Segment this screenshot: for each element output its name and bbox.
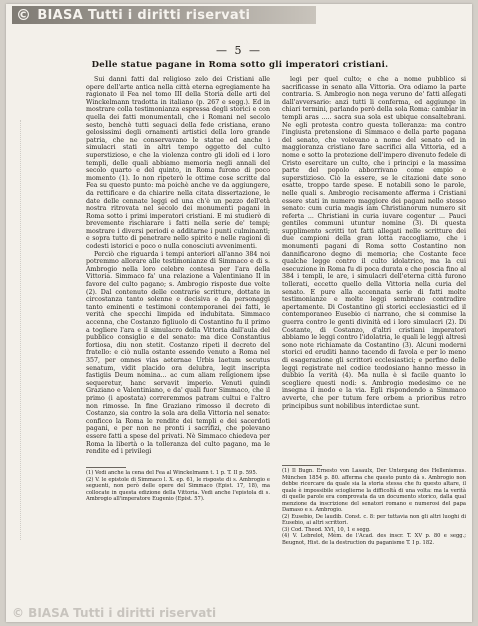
footnote: (2) V. le epistole di Simmaco l. X. ep. 61, le risposte di s. Ambrogio e seguenti, non però delle opere del Simmaco (Epist. 17, 18), ma collocate in questa edizione della Vittoria. Vedi anche l'epistola di s. Ambrogio all'imperatore Eugenio (Epist. 57). xyxy=(86,476,270,502)
footnote-divider xyxy=(282,465,322,466)
right-footnotes xyxy=(282,468,466,546)
paragraph: Perciò che riguarda i tempi anteriori all'anno 384 noi potremmo allorare alle testimonianze di Simmaco e di s. Ambrogio nella loro celebre contesa per l'ara della Vittoria. Simmaco fa' una relazione a Valentiniano II in favore del culto pagano; s. Ambrogio risposte due volte (2). Dal contenuto delle contrarie scritture, dottate in circostanza tanto solenne e decisiva e da personaggi tanto eminenti e testimoni contemporanei dei fatti, le verità che specchi limpida ed indubitata. Simmaco accenna, che Costanzo figliuolo di Costantino fu il primo a togliere l'ara e il simulacro della Vittoria dall'aula del pubblico consiglio e del senato: ma dice Constantius fortiosa, diu non stetit. Costanzo ripeti il decreto del fratello: e ciò nulla ostante essendo venuto a Roma nel 357, per omnes vias aeternae Urbis laetum secutus senatum, vidit placido ora delubra, legit inscripta fastigiis Deum nomina... ac cum aliam religionem ipse sequeretur, hanc servavit imperio. Venuti quindi Graziano e Valentiniano, e da' quali fuor Simmaco, che il primo (i apostata) correremmos patram cultui e l'altro non rimosse. In fine Graziano rimosso il decreto di Costanzo, sia contro la sola ara della Vittoria nel senato: conficco la Roma le rendite dei templi e dei sacerdoti pagani, e per non ne pronti i sacrifizi, che polevano essere fatti a spese del privati. Nè Simmaco chiedeva per Roma la libertà o la tolleranza del culto pagano, ma le rendite ed i privilegi xyxy=(86,250,270,456)
footnote: (1) Il Bugn. Ernesto von Lasaulx, Der Untergang des Hellenismus. München 1854 p. 80. afferma che questo punto dà s. Ambrogio non debbe ricercare da quale sia la storia stessa che fu questo altare, il quale è impossibile scioglierne la difficoltà di una volta: ma la verità di quelle parole era comprovata da un documento storico, dalla qual menzione da inscrizione del senatori romano e numerosi del papa Damaso e s. Ambrogio. xyxy=(282,468,466,513)
footnote: (4) V. Lebrelot, Mém. de l'Acad. des inscr. T. XV p. 80 e segg.; Beugnot, Hist. de la destruction du paganisme T. I p. 182. xyxy=(282,533,466,546)
left-footnotes xyxy=(86,470,270,503)
page-number: — 5 — xyxy=(216,44,262,57)
copyright-banner xyxy=(12,6,316,24)
left-column xyxy=(86,76,270,464)
watermark-text: © BIASA Tutti i diritti riservati xyxy=(12,606,217,620)
right-column xyxy=(282,76,466,462)
article-title: Delle statue pagane in Roma sotto gli imperatori cristiani. xyxy=(91,60,389,70)
footnote: (3) Cod. Theod. XVI, 10, 1 e segg. xyxy=(282,526,371,533)
copyright-text: BIASA Tutti i diritti riservati xyxy=(37,7,251,23)
paragraph: legi per quel culto; e che a nome pubblico si sacrificasse in senato alla Vittoria. Ora odiamo la parte contraria. S. Ambrogio non nega veruno de' fatti allegati dall'avversario: anzi tutti li conferma, ed aggiunge in chiari termini, parlando però della sola Roma: cambiar in templi aras ..... sacra sua sola est ubique consaltebrani. Ne egli protesta contro questa tolleranza: ma contro l'ingiusta pretensione di Simmaco e della parte pagana del senato, che volevano a nome del senato ed in maggioranza cristiano fare sacrifici alla Vittoria, ed a nome e sotto la protezione dell'impero divenuto fedele di Cristo esercitare un culto, che i principi e la massima parte del popolo abborrivano come empio e superstizioso. Ciò la essere, se le citazioni date sono esatte, troppo tarde spese. E notabili sono le parole, nelle quali s. Ambrogio recisamente afferma i Cristiani essere stati in numero maggiore dei pagani nello stesso senato: cum curia magis iam Christianorum numero sit referta ... Christiani in curia iuvare cogentur ... Pauci gentiles communi utuntur nomine (3). Di questa supplimento scritti tot fatti allegati nelle scritture dei due campioni della gran lotta raccogliamo, che i monumenti pagani di Roma sotto Costantino non dannificarono degno di memoria; che Costante fece qualche legge contro il culto idolatrico, ma la cui esecuzione in Roma fu di poca durata e che poscia fino al 384 i templi, le are, i simulacri dell'eterna città furono tollerati, eccetto quello della Vittoria nella curia del senato. E pure alla accennata serie di fatti molte testimonianze e molte leggi sembrano contradire apertamente. Di Costantino gli storici ecclesiastici ed il contemporaneo Eusebio ci narrano, che si commise la guerra contro le genti divinità ed i loro simulacri (2). Di Costante, di Costanzo, d'altri cristiani imperatori abbiamo le leggi contro l'idolatria, le quali le leggi altresì sono note richiamate da Costantino (3). Alcuni moderni storici ed eruditi hanno tacendo di favola e per lo meno di esagerazione gli scrittori ecclesiastici; e perfino delle leggi registrate nel codice teodosiano hanno messo in dubbio la verità (4). Ma nulla è sì facile quanto lo scegliere questi nodi: s. Ambrogio medesimo ce ne insegna il modo e la via. Egli rispondendo a Simmaco avverte, che per tutum fere orbem a prioribus retro principibus sunt nobilibus interdictae sunt. xyxy=(282,76,466,410)
copyright-logo: © xyxy=(16,6,32,24)
footnote-divider xyxy=(86,467,126,468)
margin-shadow xyxy=(20,120,31,540)
paragraph: Sui danni fatti dal religioso zelo dei Cristiani alle opere dell'arte antica nella città eterna egregiamente ha ragionato il Fea nel tomo III della Storia delle arti del Winckelmann tradotta in italiano (p. 267 e segg.). Ed in mostrare colla testimonianza espressa degli storici e con quella dei fatti monumentali, che i Romani nel secolo sesto, benchè tutti seguaci della fede cristiana, erano gelosissimi degli ornamenti artistici della loro grande patria, che ne conservavano le statue ed anche i simulacri stati in altri tempo oggetto del culto superstizioso, e che la violenza contro gli idoli ed i loro templi, delle quali abbiamo memoria negli annali del secolo quarto e del quinto, in Roma furono di poco momento (1). Io non ripeterò le ottime cose scritte dal Fea su questo punto: ma poichè anche ve da aggiungere, da rettificare e da chiarire nella citata dissertazione, le date delle cennate leggi ed una ch'è un pezzo dell'età nostra ritrovata nel secolo dei monumenti pagani in Roma sotto i primi imperatori cristiani. E mi studierò di brevemente rischiarare i fatti nella serie de' tempi; mostrare i diversi periodi e additarne i punti culminanti; e sopra tutto di penetrare nello spirito e nelle ragioni di codesti istorici e poco o nulla conosciuti avvenimenti. xyxy=(86,76,270,251)
footnote: (1) Vedi anche la cena del Fea al Winckelmann t. 1 p. T. II p. 595. xyxy=(86,470,258,476)
footnote: (2) Eusebio, De laudib. Const. c. 8: per tuttavia non gli altri luoghi di Eusebio, ai altri scrittori. xyxy=(282,513,466,526)
